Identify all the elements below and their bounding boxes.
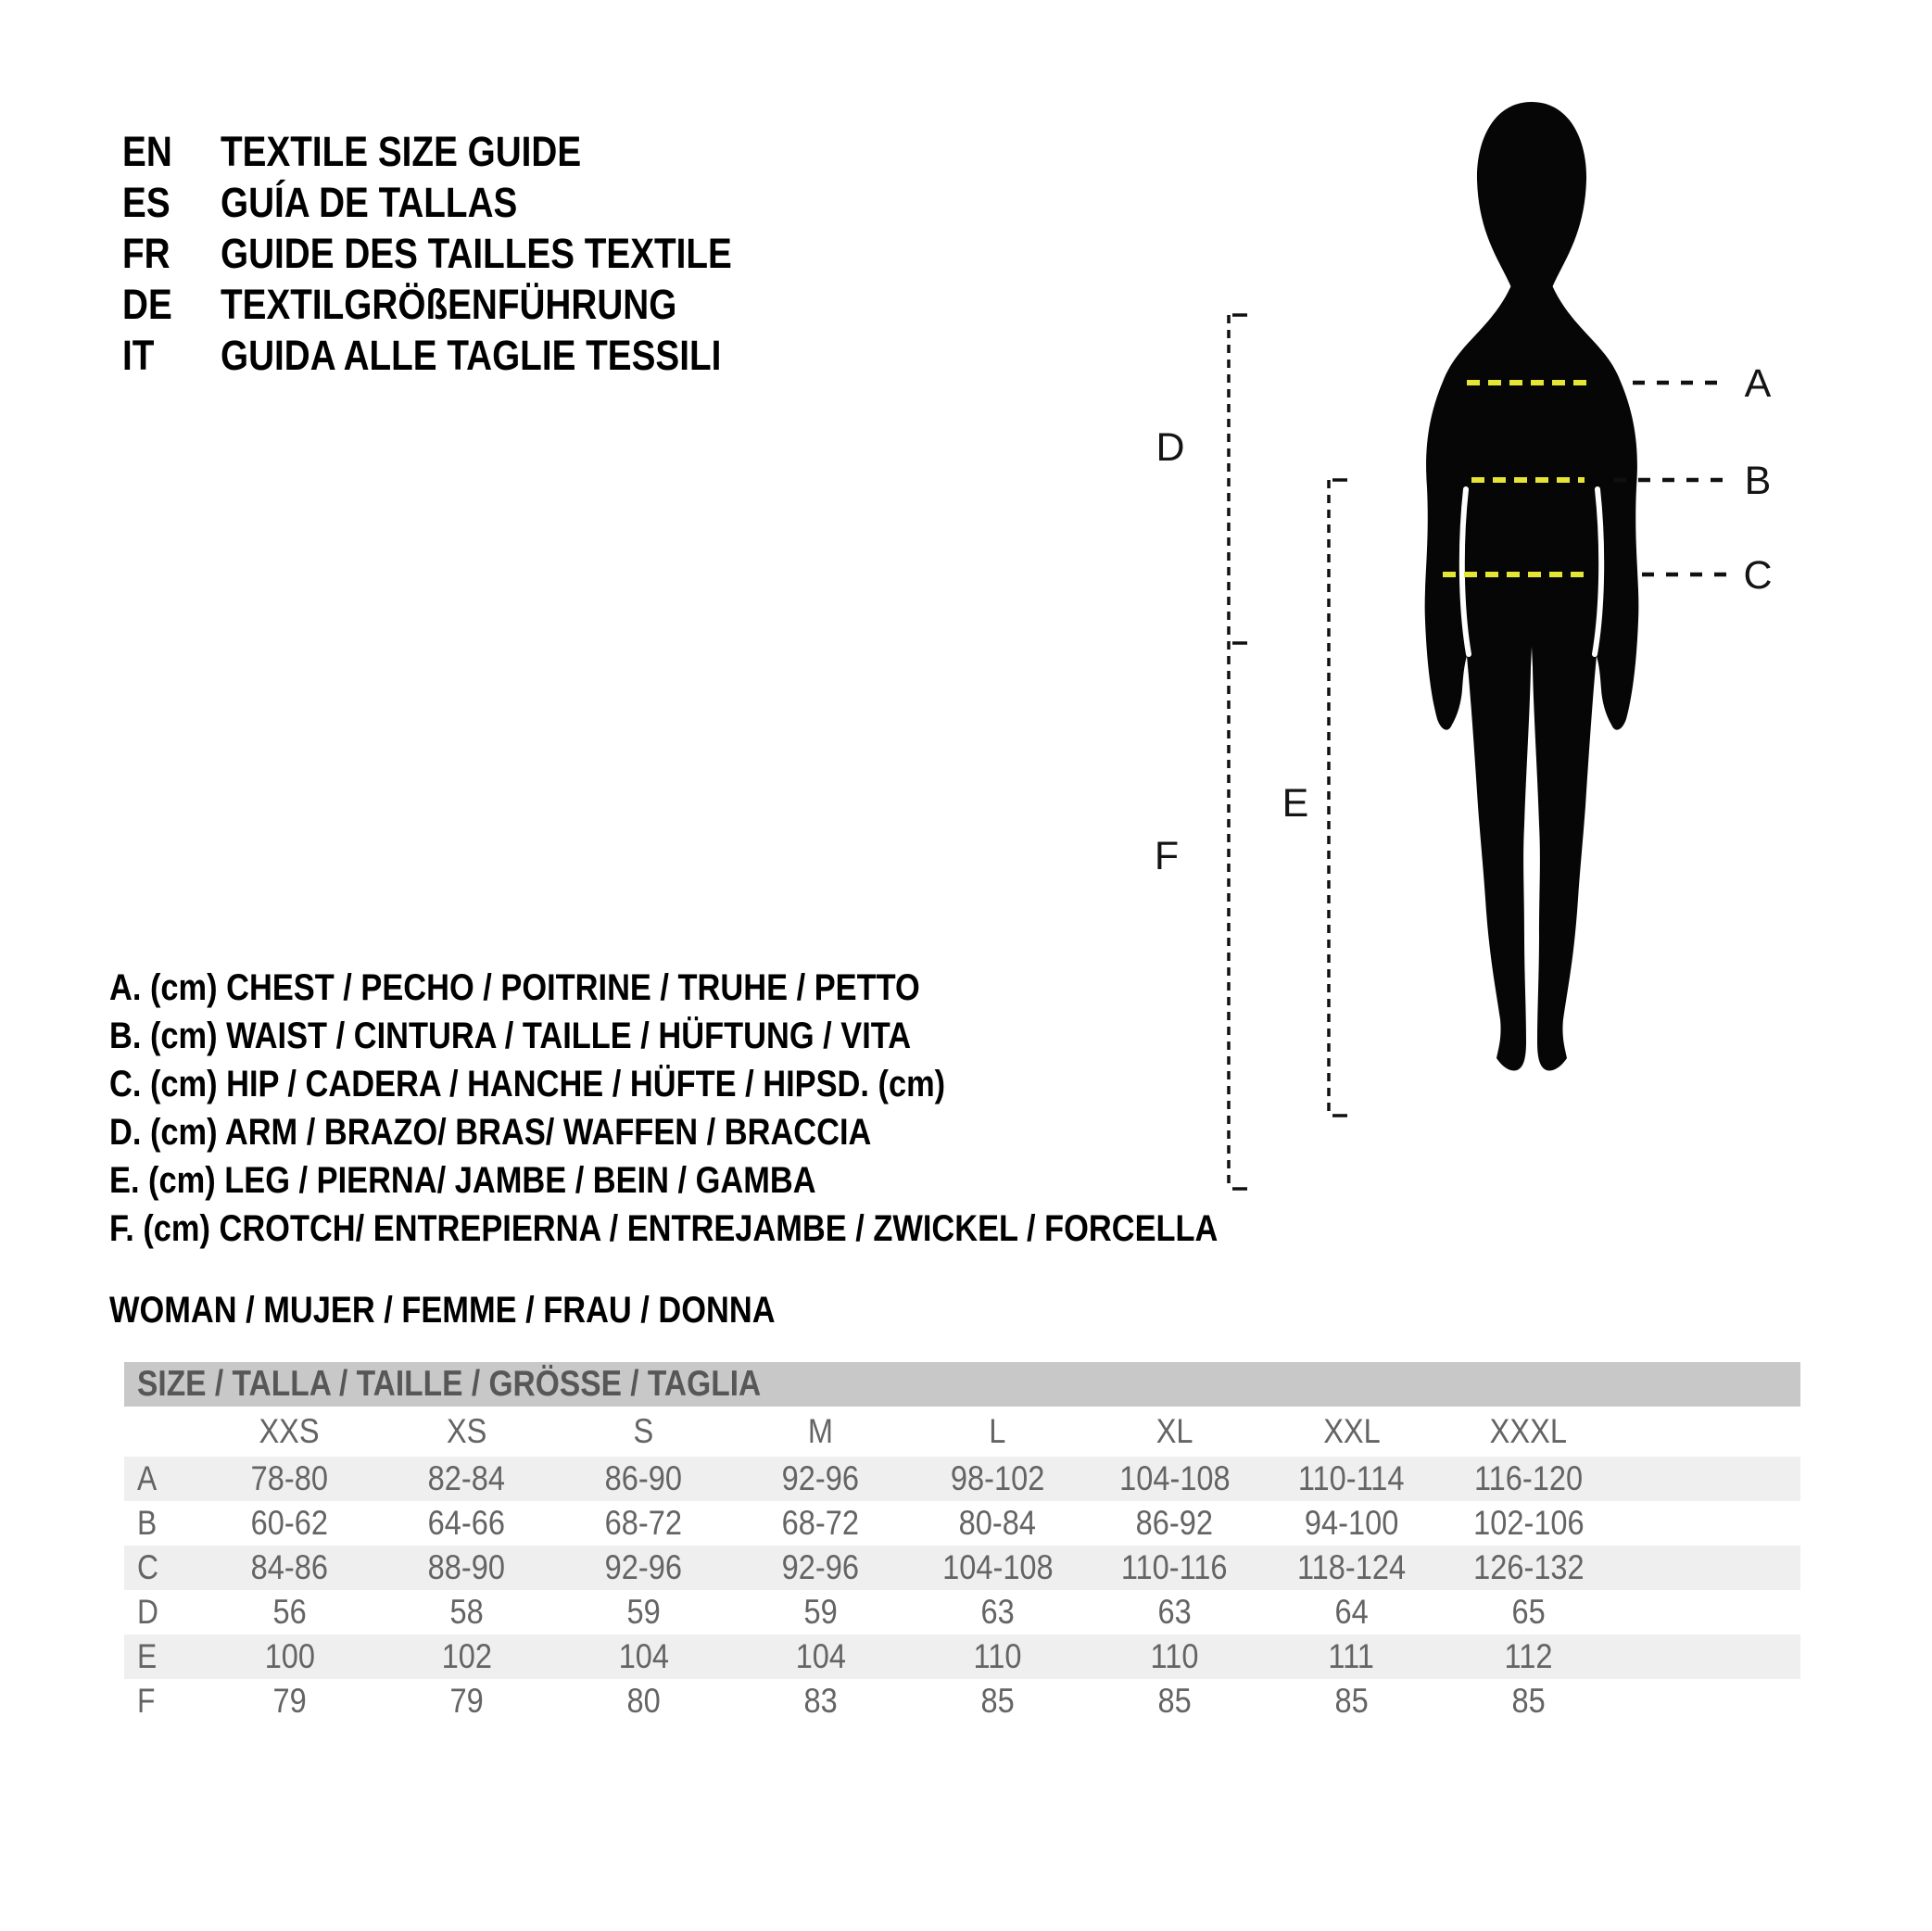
value-cell [201, 1501, 378, 1546]
legend-item-text: B. (cm) WAIST / CINTURA / TAILLE / HÜFTUNG / VITA [109, 1016, 912, 1056]
language-title-text: GUÍA DE TALLAS [221, 179, 518, 226]
marker-b-label: B [1744, 459, 1772, 503]
table-row [124, 1590, 1800, 1634]
row-label-cell [124, 1501, 201, 1546]
value-text: 84-86 [250, 1548, 329, 1586]
marker-e-label: E [1282, 781, 1309, 826]
silhouette-head [1477, 102, 1586, 297]
table-row [124, 1457, 1800, 1501]
value-text: 92-96 [781, 1548, 860, 1586]
value-text: 85 [980, 1682, 1015, 1720]
marker-d-label: D [1155, 425, 1185, 470]
value-cell [909, 1457, 1086, 1501]
value-text: 68-72 [604, 1504, 683, 1542]
value-text: 104 [795, 1637, 846, 1675]
legend-item-text: D. (cm) ARM / BRAZO/ BRAS/ WAFFEN / BRACCIA [109, 1112, 872, 1153]
legend-item-text: F. (cm) CROTCH/ ENTREPIERNA / ENTREJAMBE / ZWICKEL / FORCELLA [109, 1208, 1219, 1249]
value-text: 79 [449, 1682, 484, 1720]
value-text: 111 [1328, 1637, 1375, 1675]
legend-item [109, 964, 1398, 1012]
legend-item-text: E. (cm) LEG / PIERNA/ JAMBE / BEIN / GAMBA [109, 1160, 816, 1201]
size-header-cell [201, 1407, 378, 1457]
size-header-cell [1263, 1407, 1440, 1457]
size-header-text: XXS [259, 1412, 321, 1450]
value-cell [555, 1634, 732, 1679]
value-cell [1440, 1546, 1617, 1590]
value-text: 116-120 [1473, 1459, 1584, 1497]
size-header-cell [732, 1407, 909, 1457]
language-title-text: TEXTILE SIZE GUIDE [221, 128, 582, 175]
language-row [122, 228, 815, 279]
language-code-text: ES [122, 179, 170, 226]
value-text: 126-132 [1472, 1548, 1585, 1586]
value-text: 59 [626, 1593, 661, 1631]
language-title-text: GUIDA ALLE TAGLIE TESSILI [221, 332, 722, 379]
size-header-text: L [989, 1412, 1006, 1450]
value-cell [1263, 1457, 1440, 1501]
table-row [124, 1546, 1800, 1590]
row-label-cell [124, 1590, 201, 1634]
value-text: 65 [1511, 1593, 1546, 1631]
value-text: 110 [1150, 1637, 1199, 1675]
row-label-text: D [137, 1593, 158, 1631]
value-text: 85 [1157, 1682, 1192, 1720]
language-code [122, 279, 221, 330]
value-text: 85 [1334, 1682, 1369, 1720]
row-label-text: A [137, 1459, 158, 1497]
filler-cell [1617, 1679, 1800, 1723]
filler-cell [1617, 1590, 1800, 1634]
value-cell [909, 1501, 1086, 1546]
value-text: 80-84 [958, 1504, 1037, 1542]
value-cell [1440, 1590, 1617, 1634]
row-label-text: C [137, 1548, 158, 1586]
value-text: 104 [618, 1637, 669, 1675]
gender-title-text: WOMAN / MUJER / FEMME / FRAU / DONNA [109, 1290, 776, 1331]
value-text: 56 [272, 1593, 307, 1631]
value-cell [555, 1546, 732, 1590]
silhouette-body [1425, 285, 1639, 1071]
size-header-text: XXL [1322, 1412, 1381, 1450]
value-cell [1263, 1546, 1440, 1590]
language-title [221, 126, 640, 177]
value-text: 98-102 [950, 1459, 1045, 1497]
table-row [124, 1679, 1800, 1723]
row-label-text: E [137, 1637, 158, 1675]
value-cell [1263, 1679, 1440, 1723]
value-text: 83 [803, 1682, 838, 1720]
row-label-text: F [137, 1682, 156, 1720]
value-cell [378, 1501, 555, 1546]
filler-cell [1617, 1501, 1800, 1546]
value-cell [378, 1546, 555, 1590]
value-text: 110-116 [1121, 1548, 1228, 1586]
value-text: 63 [980, 1593, 1015, 1631]
value-text: 104-108 [941, 1548, 1054, 1586]
value-cell [1440, 1457, 1617, 1501]
table-band-title: SIZE / TALLA / TAILLE / GRÖSSE / TAGLIA [137, 1364, 762, 1404]
value-cell [555, 1590, 732, 1634]
legend-item [109, 1156, 1398, 1205]
marker-a-label: A [1744, 361, 1772, 406]
value-cell [378, 1457, 555, 1501]
value-text: 102-106 [1472, 1504, 1585, 1542]
value-cell [909, 1590, 1086, 1634]
value-cell [1086, 1590, 1263, 1634]
row-label-cell [124, 1546, 201, 1590]
language-code [122, 330, 221, 381]
value-cell [732, 1679, 909, 1723]
language-title-list [122, 126, 815, 381]
language-code [122, 126, 221, 177]
value-text: 78-80 [250, 1459, 329, 1497]
value-text: 92-96 [781, 1459, 860, 1497]
value-cell [378, 1590, 555, 1634]
value-text: 110-114 [1298, 1459, 1405, 1497]
value-text: 60-62 [250, 1504, 329, 1542]
language-row [122, 126, 815, 177]
legend-item [109, 1012, 1398, 1060]
marker-f-label: F [1154, 834, 1180, 878]
language-title [221, 228, 815, 279]
value-cell [1086, 1457, 1263, 1501]
language-code-text: IT [122, 332, 155, 379]
value-text: 59 [803, 1593, 838, 1631]
legend-item-text: C. (cm) HIP / CADERA / HANCHE / HÜFTE / HIPSD. (cm) [109, 1064, 946, 1104]
value-cell [1086, 1679, 1263, 1723]
size-header-cell [1086, 1407, 1263, 1457]
value-cell [378, 1634, 555, 1679]
size-header-spacer [124, 1407, 201, 1457]
language-title [221, 330, 802, 381]
language-title-text: TEXTILGRÖßENFÜHRUNG [221, 281, 677, 328]
value-cell [1263, 1501, 1440, 1546]
language-code [122, 177, 221, 228]
table-band [124, 1362, 1800, 1407]
legend-item-text: A. (cm) CHEST / PECHO / POITRINE / TRUHE / PETTO [109, 967, 920, 1008]
filler-cell [1617, 1546, 1800, 1590]
row-label-cell [124, 1457, 201, 1501]
language-code [122, 228, 221, 279]
value-cell [555, 1501, 732, 1546]
value-text: 86-92 [1135, 1504, 1214, 1542]
value-text: 80 [626, 1682, 661, 1720]
value-text: 58 [449, 1593, 484, 1631]
filler-cell [1617, 1457, 1800, 1501]
value-cell [909, 1679, 1086, 1723]
value-cell [1440, 1501, 1617, 1546]
value-text: 79 [272, 1682, 307, 1720]
value-cell [201, 1679, 378, 1723]
language-title-text: GUIDE DES TAILLES TEXTILE [221, 230, 732, 277]
language-title [221, 279, 751, 330]
language-code-text: FR [122, 230, 170, 277]
size-table [124, 1362, 1800, 1723]
language-row [122, 279, 815, 330]
value-cell [1086, 1546, 1263, 1590]
filler-cell [1617, 1634, 1800, 1679]
value-cell [201, 1546, 378, 1590]
value-text: 64-66 [427, 1504, 506, 1542]
body-silhouette [1425, 102, 1639, 1071]
value-text: 104-108 [1118, 1459, 1231, 1497]
language-title [221, 177, 565, 228]
size-header-text: XXXL [1489, 1412, 1568, 1450]
value-cell [555, 1679, 732, 1723]
value-cell [732, 1590, 909, 1634]
value-text: 64 [1334, 1593, 1369, 1631]
value-text: 118-124 [1296, 1548, 1407, 1586]
table-row [124, 1501, 1800, 1546]
value-cell [732, 1457, 909, 1501]
value-text: 110 [973, 1637, 1022, 1675]
value-text: 88-90 [427, 1548, 506, 1586]
size-header-text: XS [446, 1412, 487, 1450]
size-header-row [124, 1407, 1800, 1457]
language-code-text: EN [122, 128, 172, 175]
size-header-text: XL [1155, 1412, 1193, 1450]
row-label-text: B [137, 1504, 158, 1542]
language-code-text: DE [122, 281, 172, 328]
value-cell [201, 1634, 378, 1679]
value-text: 102 [441, 1637, 492, 1675]
value-cell [732, 1634, 909, 1679]
value-text: 63 [1157, 1593, 1192, 1631]
size-header-text: S [633, 1412, 654, 1450]
size-header-cell [1440, 1407, 1617, 1457]
value-cell [1263, 1590, 1440, 1634]
value-cell [1086, 1634, 1263, 1679]
value-cell [732, 1501, 909, 1546]
size-header-cell [378, 1407, 555, 1457]
gender-title [109, 1286, 884, 1334]
language-row [122, 330, 815, 381]
value-cell [732, 1546, 909, 1590]
measurement-legend [109, 964, 1398, 1253]
value-cell [1440, 1634, 1617, 1679]
table-body [124, 1457, 1800, 1723]
value-text: 92-96 [604, 1548, 683, 1586]
value-text: 86-90 [604, 1459, 683, 1497]
size-header-cell [909, 1407, 1086, 1457]
value-cell [378, 1679, 555, 1723]
row-label-cell [124, 1634, 201, 1679]
value-cell [201, 1590, 378, 1634]
value-cell [201, 1457, 378, 1501]
value-cell [1440, 1679, 1617, 1723]
table-row [124, 1634, 1800, 1679]
value-cell [1086, 1501, 1263, 1546]
value-cell [555, 1457, 732, 1501]
filler-cell [1617, 1407, 1800, 1457]
value-cell [1263, 1634, 1440, 1679]
row-label-cell [124, 1679, 201, 1723]
legend-item [109, 1108, 1398, 1156]
value-cell [909, 1634, 1086, 1679]
value-text: 68-72 [781, 1504, 860, 1542]
value-text: 100 [264, 1637, 315, 1675]
value-cell [909, 1546, 1086, 1590]
value-text: 85 [1511, 1682, 1546, 1720]
marker-c-label: C [1743, 553, 1773, 598]
language-row [122, 177, 815, 228]
legend-item [109, 1205, 1398, 1253]
size-header-text: M [807, 1412, 834, 1450]
value-text: 82-84 [427, 1459, 506, 1497]
value-text: 94-100 [1304, 1504, 1399, 1542]
size-header-cell [555, 1407, 732, 1457]
value-text: 112 [1504, 1637, 1553, 1675]
legend-item [109, 1060, 1398, 1108]
